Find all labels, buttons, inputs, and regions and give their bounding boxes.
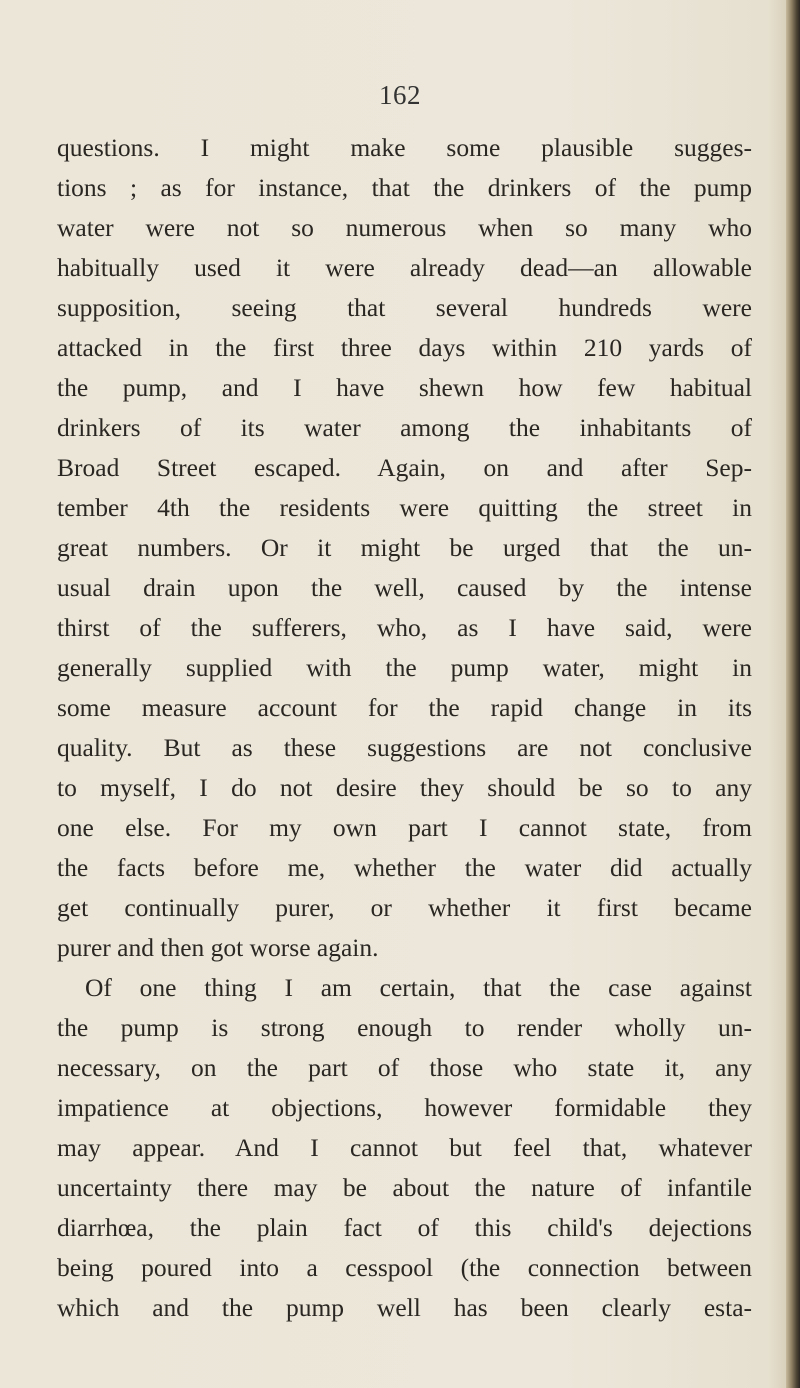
text-line: great numbers. Or it might be urged that the un- xyxy=(57,533,752,562)
page-number: 162 xyxy=(379,80,421,110)
text-line: tions ; as for instance, that the drinkers of the pump xyxy=(57,173,752,202)
text-line: drinkers of its water among the inhabitants of xyxy=(57,413,752,442)
text-line: some measure account for the rapid change in its xyxy=(57,693,752,722)
text-line: necessary, on the part of those who state it, any xyxy=(57,1053,752,1082)
text-line: usual drain upon the well, caused by the intense xyxy=(57,573,752,602)
text-line: tember 4th the residents were quitting the street in xyxy=(57,493,752,522)
text-line: quality. But as these suggestions are not conclusive xyxy=(57,733,752,762)
text-line: generally supplied with the pump water, might in xyxy=(57,653,752,682)
text-line: questions. I might make some plausible sugges- xyxy=(57,133,752,162)
text-line: the pump is strong enough to render wholly un- xyxy=(57,1013,752,1042)
text-line: the facts before me, whether the water did actually xyxy=(57,853,752,882)
text-line: attacked in the first three days within 210 yards of xyxy=(57,333,752,362)
text-line: diarrhœa, the plain fact of this child's dejections xyxy=(57,1213,752,1242)
text-line: impatience at objections, however formidable they xyxy=(57,1093,752,1122)
paragraph-start-line: Of one thing I am certain, that the case against xyxy=(85,973,752,1002)
text-line: the pump, and I have shewn how few habitual xyxy=(57,373,752,402)
text-line: supposition, seeing that several hundreds were xyxy=(57,293,752,322)
text-line: Broad Street escaped. Again, on and after Sep- xyxy=(57,453,752,482)
text-line: may appear. And I cannot but feel that, whatever xyxy=(57,1133,752,1162)
text-line: water were not so numerous when so many who xyxy=(57,213,752,242)
text-line: thirst of the sufferers, who, as I have said, were xyxy=(57,613,752,642)
book-edge-shadow xyxy=(786,0,800,1388)
text-line: to myself, I do not desire they should be so to any xyxy=(57,773,752,802)
text-line: being poured into a cesspool (the connection between xyxy=(57,1253,752,1282)
body-text xyxy=(57,128,752,1328)
text-line: habitually used it were already dead—an allowable xyxy=(57,253,752,282)
paragraph-end-line: purer and then got worse again. xyxy=(57,933,379,962)
text-line: which and the pump well has been clearly esta- xyxy=(57,1293,752,1322)
text-line: get continually purer, or whether it first became xyxy=(57,893,752,922)
text-line: one else. For my own part I cannot state, from xyxy=(57,813,752,842)
text-line: uncertainty there may be about the nature of infantile xyxy=(57,1173,752,1202)
